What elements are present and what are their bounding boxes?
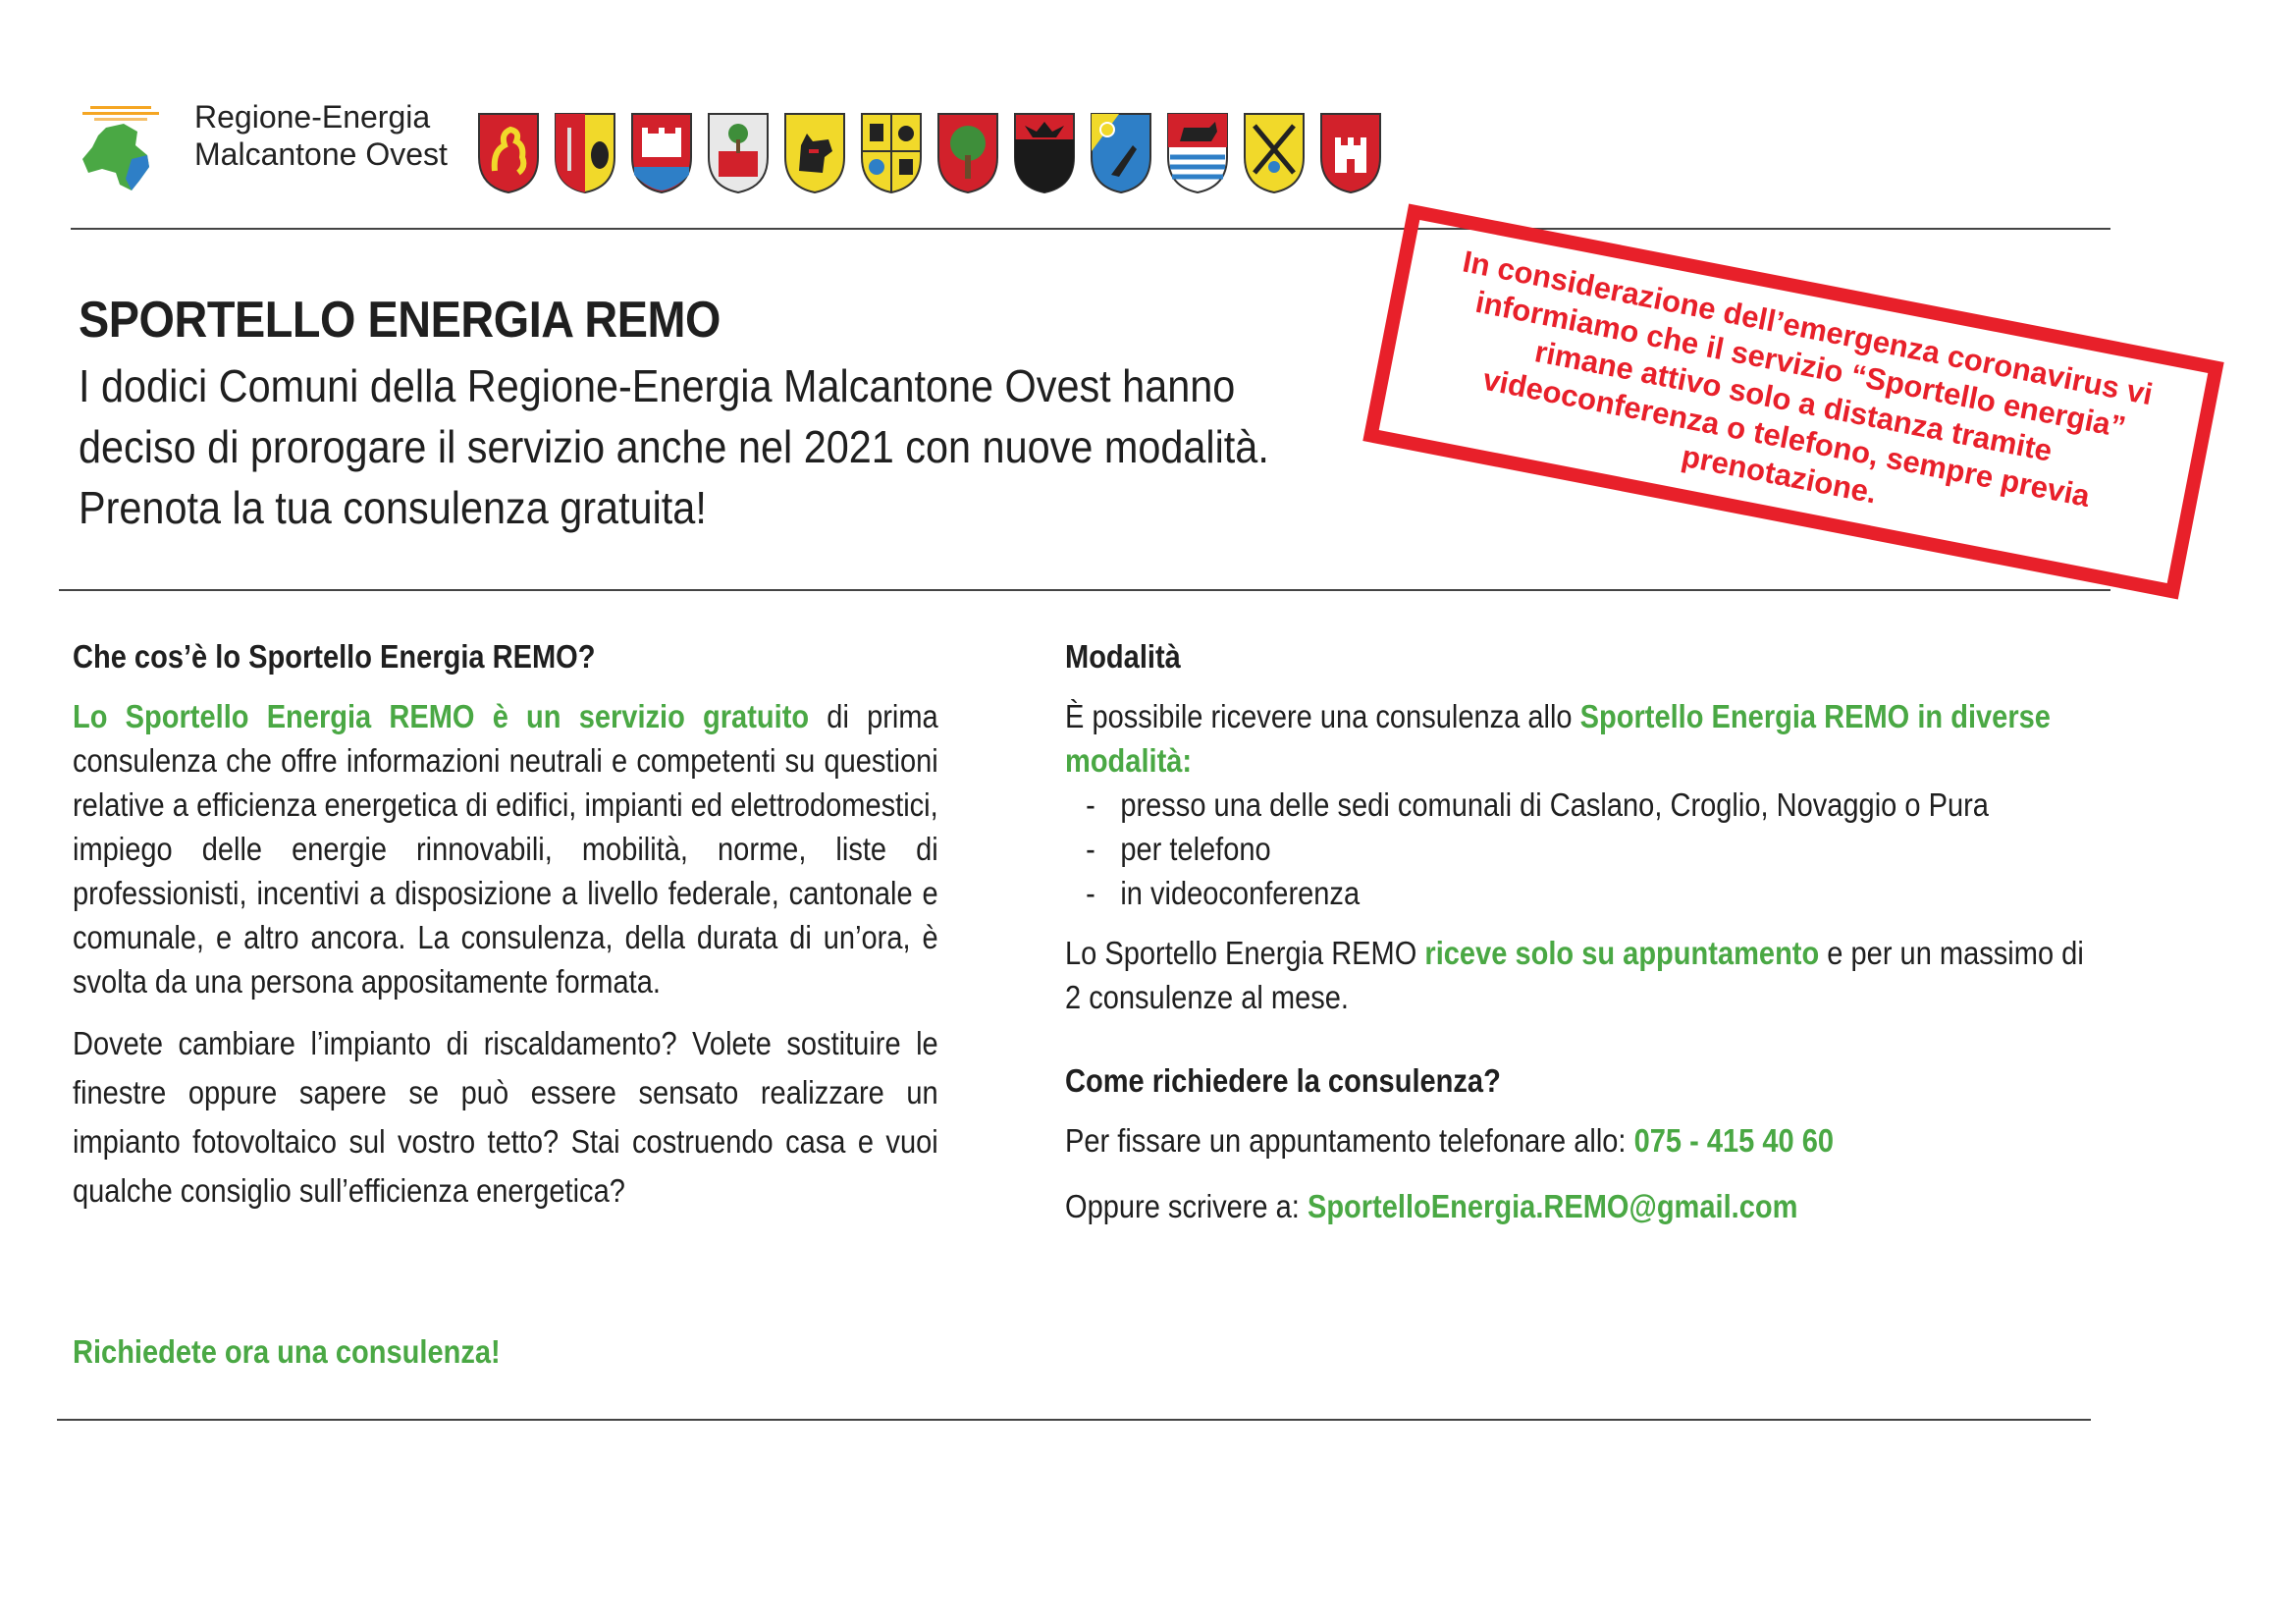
free-service-highlight: Lo Sportello Energia REMO è un servizio gratuito (73, 698, 810, 734)
brand-name (194, 98, 448, 173)
call-to-action: Richiedete ora una consulenza! (73, 1333, 501, 1370)
email-label: Oppure scrivere a: (1065, 1188, 1308, 1224)
appointment-text-post: e per un massimo di 2 consulenze al mese. (1065, 935, 2084, 1015)
phone-number-link[interactable]: 075 - 415 40 60 (1633, 1122, 1835, 1159)
appointment-text-pre: Lo Sportello Energia REMO (1065, 935, 1425, 971)
intro-text (79, 355, 1333, 538)
phone-line (1065, 1118, 2106, 1163)
left-column (73, 634, 938, 1231)
intro-line-2: deciso di prorogare il servizio anche nel 2021 con nuove modalità. (79, 421, 1269, 472)
email-link[interactable]: SportelloEnergia.REMO@gmail.com (1307, 1188, 1798, 1224)
footer-divider (57, 1419, 2091, 1421)
email-line (1065, 1184, 2106, 1228)
intro-divider (59, 589, 2110, 591)
questions-paragraph: Dovete cambiare l’impianto di riscaldamento? Volete sostituire le finestre oppure sapere se può essere sensato realizzare un impianto fotovoltaico sul vostro tetto? Stai costruendo casa e vuoi qualche consiglio sull’efficienza energetica? (73, 1025, 938, 1209)
municipal-crests (477, 112, 1382, 194)
crest-black-eagle-icon (1013, 112, 1076, 194)
modes-heading: Modalità (1065, 638, 1181, 675)
crest-red-lion-icon (477, 112, 540, 194)
crest-yellow-quartered-icon (860, 112, 923, 194)
modes-highlight: Sportello Energia REMO in diverse modalità: (1065, 698, 2051, 779)
header-divider (71, 228, 2110, 230)
page-title: SPORTELLO ENERGIA REMO (79, 292, 721, 349)
what-is-paragraph-rest: di prima consulenza che offre informazioni neutrali e competenti su questioni relative a efficienza energetica di edifici, impianti ed elettrodomestici, impiego delle energie rinnovabili, mobilità, norme, liste di professionisti, incentivi a disposizione a livello federale, cantonale e comunale, e altro ancora. La consulenza, della durata di un’ora, è svolta da una persona appositamente formata. (73, 698, 938, 1000)
intro-line-3: Prenota la tua consulenza gratuita! (79, 482, 707, 533)
modes-list (1065, 783, 2106, 915)
crest-red-horse-waves-icon (1166, 112, 1229, 194)
crest-blue-sun-bird-icon (1090, 112, 1152, 194)
crest-yellow-crossed-icon (1243, 112, 1306, 194)
crest-castle-water-icon (630, 112, 693, 194)
brand-line-2: Malcantone Ovest (194, 136, 448, 172)
crest-red-owl-icon (554, 112, 616, 194)
intro-line-1: I dodici Comuni della Regione-Energia Malcantone Ovest hanno (79, 360, 1236, 411)
modes-intro (1065, 694, 2106, 783)
coronavirus-notice-stamp (1362, 204, 2223, 600)
crest-yellow-wolf-icon (783, 112, 846, 194)
what-is-paragraph (73, 694, 938, 1003)
modes-intro-text: È possibile ricevere una consulenza allo (1065, 698, 1580, 734)
list-item: - per telefono (1065, 827, 2106, 871)
crest-red-castle-icon (1319, 112, 1382, 194)
appointment-paragraph (1065, 931, 2106, 1019)
right-column (1065, 634, 2106, 1244)
list-item: - in videoconferenza (1065, 871, 2106, 915)
appointment-highlight: riceve solo su appuntamento (1424, 935, 1820, 971)
brand-line-1: Regione-Energia (194, 99, 431, 135)
notice-text: In considerazione dell’emergenza coronavirus vi informiamo che il servizio “Sportello energia” rimane attivo solo a distanza tramite videoconferenza o telefono, sempre previa prenotazione. (1460, 244, 2156, 514)
how-to-request-heading: Come richiedere la consulenza? (1065, 1062, 1501, 1099)
crest-red-tree-icon (936, 112, 999, 194)
regione-energia-logo-icon (77, 98, 165, 191)
list-item: - presso una delle sedi comunali di Caslano, Croglio, Novaggio o Pura (1065, 783, 2106, 827)
what-is-heading: Che cos’è lo Sportello Energia REMO? (73, 638, 596, 675)
phone-label: Per fissare un appuntamento telefonare allo: (1065, 1122, 1634, 1159)
crest-white-tower-tree-icon (707, 112, 770, 194)
